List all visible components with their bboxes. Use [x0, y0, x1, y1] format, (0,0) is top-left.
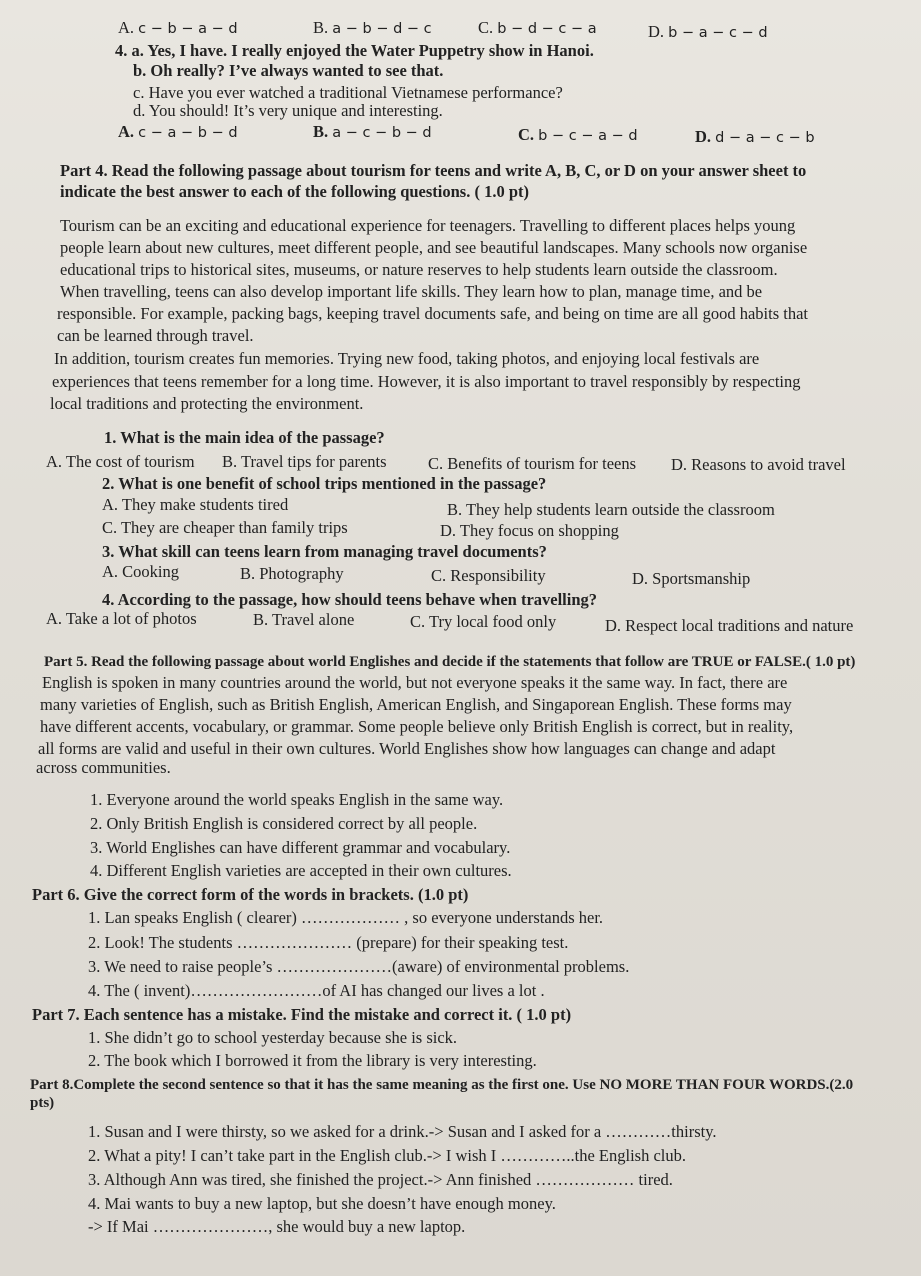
part5-passage-line: English is spoken in many countries around the world, but not everyone speaks it the same way. In fact, there are [42, 673, 788, 692]
part4-passage-line: can be learned through travel. [57, 326, 254, 345]
part4-q4-option-c: C. Try local food only [410, 612, 557, 631]
part5-passage-line: many varieties of English, such as British English, American English, and Singaporean English. These forms may [40, 695, 792, 714]
part4-question-2: 2. What is one benefit of school trips mentioned in the passage? [102, 474, 547, 493]
part4-question-3: 3. What skill can teens learn from managing travel documents? [102, 542, 547, 561]
part8-item: 1. Susan and I were thirsty, so we asked for a drink.-> Susan and I asked for a …………thirsty. [88, 1122, 717, 1141]
prev-q4-option-a: A. c − a − b − d [118, 122, 238, 141]
part4-q4-option-b: B. Travel alone [253, 610, 355, 629]
part7-item: 1. She didn’t go to school yesterday because she is sick. [88, 1028, 458, 1047]
part4-q1-option-a: A. The cost of tourism [46, 452, 195, 471]
part4-passage-line: experiences that teens remember for a long time. However, it is also important to travel responsibly by respecting [52, 372, 801, 391]
prev-q4-option-d: D. d − a − c − b [695, 127, 815, 146]
prev-q4-line-a: 4. a. Yes, I have. I really enjoyed the Water Puppetry show in Hanoi. [115, 41, 594, 60]
part4-q3-option-c: C. Responsibility [431, 566, 546, 585]
part6-heading: Part 6. Give the correct form of the words in brackets. (1.0 pt) [32, 885, 469, 904]
prev-q4-option-b: B. a − c − b − d [313, 122, 432, 141]
part4-passage-line: In addition, tourism creates fun memories. Trying new food, taking photos, and enjoying local festivals are [54, 349, 760, 368]
part5-passage-line: all forms are valid and useful in their own cultures. World Englishes show how languages can change and adapt [38, 739, 776, 758]
part4-q3-option-a: A. Cooking [102, 562, 180, 581]
part4-passage-line: responsible. For example, packing bags, keeping travel documents safe, and being on time are all good habits that [57, 304, 808, 323]
part8-item: 4. Mai wants to buy a new laptop, but she doesn’t have enough money. [88, 1194, 556, 1213]
part5-heading: Part 5. Read the following passage about world Englishes and decide if the statements that follow are TRUE or FALSE.( 1.0 pt) [44, 654, 856, 670]
part4-q3-option-b: B. Photography [240, 564, 344, 583]
part4-q2-option-d: D. They focus on shopping [440, 521, 619, 540]
prev-q3-option-c: C. b − d − c − a [478, 18, 597, 37]
part8-item: 3. Although Ann was tired, she finished the project.-> Ann finished ……………… tired. [88, 1170, 673, 1189]
part5-statement: 4. Different English varieties are accepted in their own cultures. [90, 861, 512, 880]
prev-q3-option-d: D. b − a − c − d [648, 22, 768, 41]
prev-q4-line-b: b. Oh really? I’ve always wanted to see that. [133, 61, 444, 80]
part4-passage-line: people learn about new cultures, meet different people, and see beautiful landscapes. Many schools now organise [60, 238, 808, 257]
prev-q3-option-b: B. a − b − d − c [313, 18, 432, 37]
part7-item: 2. The book which I borrowed it from the library is very interesting. [88, 1051, 537, 1070]
part6-item: 2. Look! The students ………………… (prepare) for their speaking test. [88, 933, 569, 952]
part4-q2-option-c: C. They are cheaper than family trips [102, 518, 348, 537]
part5-statement: 2. Only British English is considered correct by all people. [90, 814, 478, 833]
part5-statement: 1. Everyone around the world speaks English in the same way. [90, 790, 504, 809]
part4-q1-option-c: C. Benefits of tourism for teens [428, 454, 637, 473]
part6-item: 1. Lan speaks English ( clearer) ……………… , so everyone understands her. [88, 908, 604, 927]
part5-statement: 3. World Englishes can have different grammar and vocabulary. [90, 838, 511, 857]
part4-q4-option-d: D. Respect local traditions and nature [605, 616, 854, 635]
part4-q4-option-a: A. Take a lot of photos [46, 609, 197, 628]
part4-q1-option-d: D. Reasons to avoid travel [671, 455, 846, 474]
part4-passage-line: When travelling, teens can also develop important life skills. They learn how to plan, manage time, and be [60, 282, 763, 301]
part4-question-1: 1. What is the main idea of the passage? [104, 428, 385, 447]
part5-passage-line: have different accents, vocabulary, or grammar. Some people believe only British English is correct, but in reality, [40, 717, 794, 736]
part4-passage-line: educational trips to historical sites, museums, or nature reserves to help students learn outside the classroom. [60, 260, 778, 279]
part4-heading-line1: Part 4. Read the following passage about tourism for teens and write A, B, C, or D on your answer sheet to [60, 161, 807, 180]
part8-item: 2. What a pity! I can’t take part in the English club.-> I wish I …………..the English club. [88, 1146, 686, 1165]
part7-heading: Part 7. Each sentence has a mistake. Find the mistake and correct it. ( 1.0 pt) [32, 1005, 572, 1024]
part8-heading-line2: pts) [30, 1095, 55, 1111]
prev-q3-option-a: A. c − b − a − d [118, 18, 238, 37]
part4-question-4: 4. According to the passage, how should teens behave when travelling? [102, 590, 598, 609]
part4-heading-line2: indicate the best answer to each of the following questions. ( 1.0 pt) [60, 182, 530, 201]
part5-passage-line: across communities. [36, 758, 171, 777]
part4-passage-line: Tourism can be an exciting and educational experience for teenagers. Travelling to different places helps young [60, 216, 796, 235]
part8-item: -> If Mai …………………, she would buy a new laptop. [88, 1217, 466, 1236]
prev-q4-line-c: c. Have you ever watched a traditional Vietnamese performance? [133, 83, 563, 102]
part8-heading-line1: Part 8.Complete the second sentence so that it has the same meaning as the first one. Use NO MORE THAN FOUR WORDS.(2.0 [30, 1077, 854, 1093]
part4-q2-option-a: A. They make students tired [102, 495, 289, 514]
part6-item: 3. We need to raise people’s …………………(aware) of environmental problems. [88, 957, 630, 976]
part4-q1-option-b: B. Travel tips for parents [222, 452, 387, 471]
part4-passage-line: local traditions and protecting the environment. [50, 394, 364, 413]
prev-q4-line-d: d. You should! It’s very unique and interesting. [133, 101, 443, 120]
part4-q3-option-d: D. Sportsmanship [632, 569, 751, 588]
part6-item: 4. The ( invent)……………………of AI has changed our lives a lot . [88, 981, 545, 1000]
part4-q2-option-b: B. They help students learn outside the classroom [447, 500, 775, 519]
prev-q4-option-c: C. b − c − a − d [518, 125, 638, 144]
